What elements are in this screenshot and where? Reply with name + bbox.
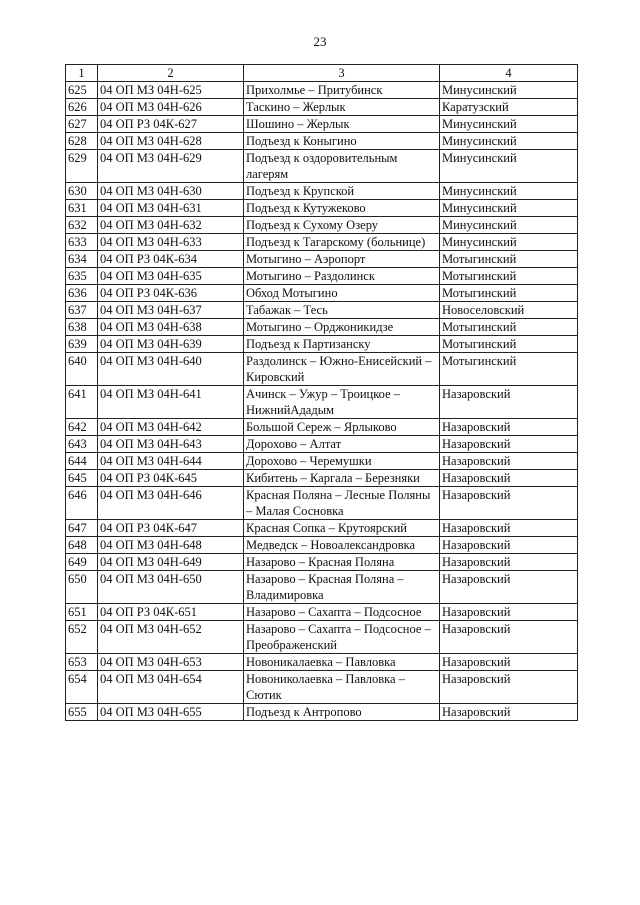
table-row xyxy=(66,133,578,150)
district: Назаровский xyxy=(440,419,578,436)
row-number: 626 xyxy=(66,99,98,116)
header-cell-3: 3 xyxy=(244,65,440,82)
road-name: Кибитень – Каргала – Березняки xyxy=(244,470,440,487)
table-row xyxy=(66,671,578,704)
road-name: Прихолмье – Притубинск xyxy=(244,82,440,99)
table-row xyxy=(66,621,578,654)
road-name: Назарово – Красная Поляна xyxy=(244,554,440,571)
district: Минусинский xyxy=(440,217,578,234)
district: Минусинский xyxy=(440,183,578,200)
district: Минусинский xyxy=(440,200,578,217)
road-id: 04 ОП МЗ 04Н-654 xyxy=(98,671,244,704)
row-number: 628 xyxy=(66,133,98,150)
road-id: 04 ОП РЗ 04К-627 xyxy=(98,116,244,133)
road-id: 04 ОП МЗ 04Н-649 xyxy=(98,554,244,571)
row-number: 641 xyxy=(66,386,98,419)
header-cell-4: 4 xyxy=(440,65,578,82)
road-name: Подъезд к оздоровительным лагерям xyxy=(244,150,440,183)
table-row xyxy=(66,554,578,571)
road-id: 04 ОП МЗ 04Н-638 xyxy=(98,319,244,336)
table-row xyxy=(66,217,578,234)
row-number: 644 xyxy=(66,453,98,470)
row-number: 631 xyxy=(66,200,98,217)
district: Минусинский xyxy=(440,150,578,183)
district: Мотыгинский xyxy=(440,285,578,302)
table-row xyxy=(66,82,578,99)
road-id: 04 ОП МЗ 04Н-653 xyxy=(98,654,244,671)
row-number: 645 xyxy=(66,470,98,487)
district: Назаровский xyxy=(440,537,578,554)
district: Минусинский xyxy=(440,116,578,133)
district: Назаровский xyxy=(440,470,578,487)
road-name: Подъезд к Тагарскому (больнице) xyxy=(244,234,440,251)
table-row xyxy=(66,419,578,436)
road-id: 04 ОП МЗ 04Н-643 xyxy=(98,436,244,453)
row-number: 650 xyxy=(66,571,98,604)
road-name: Подъезд к Антропово xyxy=(244,704,440,721)
row-number: 655 xyxy=(66,704,98,721)
road-id: 04 ОП МЗ 04Н-650 xyxy=(98,571,244,604)
road-name: Мотыгино – Аэропорт xyxy=(244,251,440,268)
table-row xyxy=(66,704,578,721)
row-number: 637 xyxy=(66,302,98,319)
district: Мотыгинский xyxy=(440,251,578,268)
district: Назаровский xyxy=(440,386,578,419)
table-row xyxy=(66,251,578,268)
road-id: 04 ОП МЗ 04Н-625 xyxy=(98,82,244,99)
row-number: 640 xyxy=(66,353,98,386)
road-id: 04 ОП МЗ 04Н-641 xyxy=(98,386,244,419)
row-number: 629 xyxy=(66,150,98,183)
row-number: 653 xyxy=(66,654,98,671)
district: Назаровский xyxy=(440,554,578,571)
road-name: Назарово – Красная Поляна – Владимировка xyxy=(244,571,440,604)
row-number: 654 xyxy=(66,671,98,704)
table-row xyxy=(66,200,578,217)
road-name: Мотыгино – Раздолинск xyxy=(244,268,440,285)
row-number: 639 xyxy=(66,336,98,353)
row-number: 630 xyxy=(66,183,98,200)
row-number: 648 xyxy=(66,537,98,554)
road-name: Раздолинск – Южно-Енисейский – Кировский xyxy=(244,353,440,386)
road-name: Подъезд к Крупской xyxy=(244,183,440,200)
district: Назаровский xyxy=(440,436,578,453)
road-name: Подъезд к Партизанску xyxy=(244,336,440,353)
table-row xyxy=(66,319,578,336)
row-number: 638 xyxy=(66,319,98,336)
road-id: 04 ОП МЗ 04Н-631 xyxy=(98,200,244,217)
table-row xyxy=(66,520,578,537)
district: Назаровский xyxy=(440,571,578,604)
road-id: 04 ОП МЗ 04Н-655 xyxy=(98,704,244,721)
road-id: 04 ОП МЗ 04Н-639 xyxy=(98,336,244,353)
page-number: 23 xyxy=(313,34,327,49)
table-row xyxy=(66,571,578,604)
header-cell-2: 2 xyxy=(98,65,244,82)
row-number: 647 xyxy=(66,520,98,537)
district: Новоселовский xyxy=(440,302,578,319)
district: Назаровский xyxy=(440,453,578,470)
district: Назаровский xyxy=(440,671,578,704)
road-name: Дорохово – Черемушки xyxy=(244,453,440,470)
road-id: 04 ОП РЗ 04К-645 xyxy=(98,470,244,487)
table-row xyxy=(66,268,578,285)
district: Мотыгинский xyxy=(440,319,578,336)
row-number: 652 xyxy=(66,621,98,654)
district: Мотыгинский xyxy=(440,336,578,353)
road-id: 04 ОП МЗ 04Н-652 xyxy=(98,621,244,654)
road-name: Назарово – Сахапта – Подсосное – Преображенский xyxy=(244,621,440,654)
road-id: 04 ОП МЗ 04Н-633 xyxy=(98,234,244,251)
table-row xyxy=(66,453,578,470)
road-name: Ачинск – Ужур – Троицкое – НижнийАдадым xyxy=(244,386,440,419)
road-name: Подъезд к Сухому Озеру xyxy=(244,217,440,234)
row-number: 649 xyxy=(66,554,98,571)
road-id: 04 ОП МЗ 04Н-635 xyxy=(98,268,244,285)
table-row xyxy=(66,116,578,133)
road-id: 04 ОП МЗ 04Н-632 xyxy=(98,217,244,234)
road-name: Дорохово – Алтат xyxy=(244,436,440,453)
row-number: 651 xyxy=(66,604,98,621)
road-name: Медведск – Новоалександровка xyxy=(244,537,440,554)
table-row xyxy=(66,537,578,554)
road-id: 04 ОП МЗ 04Н-642 xyxy=(98,419,244,436)
table-row xyxy=(66,336,578,353)
road-id: 04 ОП МЗ 04Н-640 xyxy=(98,353,244,386)
row-number: 634 xyxy=(66,251,98,268)
table-row xyxy=(66,234,578,251)
row-number: 643 xyxy=(66,436,98,453)
road-name: Новониколаевка – Павловка – Сютик xyxy=(244,671,440,704)
road-id: 04 ОП МЗ 04Н-628 xyxy=(98,133,244,150)
road-id: 04 ОП МЗ 04Н-626 xyxy=(98,99,244,116)
district: Назаровский xyxy=(440,654,578,671)
road-name: Обход Мотыгино xyxy=(244,285,440,302)
district: Мотыгинский xyxy=(440,353,578,386)
table-row xyxy=(66,386,578,419)
row-number: 632 xyxy=(66,217,98,234)
district: Минусинский xyxy=(440,234,578,251)
road-id: 04 ОП МЗ 04Н-648 xyxy=(98,537,244,554)
road-id: 04 ОП МЗ 04Н-629 xyxy=(98,150,244,183)
road-id: 04 ОП МЗ 04Н-637 xyxy=(98,302,244,319)
road-id: 04 ОП МЗ 04Н-630 xyxy=(98,183,244,200)
road-name: Назарово – Сахапта – Подсосное xyxy=(244,604,440,621)
table-row xyxy=(66,183,578,200)
district: Назаровский xyxy=(440,604,578,621)
row-number: 627 xyxy=(66,116,98,133)
table-row xyxy=(66,487,578,520)
road-id: 04 ОП МЗ 04Н-646 xyxy=(98,487,244,520)
table-row xyxy=(66,353,578,386)
road-name: Таскино – Жерлык xyxy=(244,99,440,116)
road-name: Большой Сереж – Ярлыково xyxy=(244,419,440,436)
table-row xyxy=(66,285,578,302)
roads-table xyxy=(65,64,578,721)
road-name: Красная Поляна – Лесные Поляны – Малая Сосновка xyxy=(244,487,440,520)
district: Каратузский xyxy=(440,99,578,116)
road-name: Табажак – Тесь xyxy=(244,302,440,319)
road-id: 04 ОП РЗ 04К-651 xyxy=(98,604,244,621)
road-name: Подъезд к Коныгино xyxy=(244,133,440,150)
table-header-row xyxy=(66,65,578,82)
road-name: Новоникалаевка – Павловка xyxy=(244,654,440,671)
table-row xyxy=(66,654,578,671)
row-number: 635 xyxy=(66,268,98,285)
road-id: 04 ОП РЗ 04К-634 xyxy=(98,251,244,268)
district: Минусинский xyxy=(440,133,578,150)
header-cell-1: 1 xyxy=(66,65,98,82)
district: Назаровский xyxy=(440,520,578,537)
table-row xyxy=(66,150,578,183)
district: Минусинский xyxy=(440,82,578,99)
road-name: Мотыгино – Орджоникидзе xyxy=(244,319,440,336)
table-row xyxy=(66,99,578,116)
row-number: 636 xyxy=(66,285,98,302)
table-row xyxy=(66,604,578,621)
district: Назаровский xyxy=(440,704,578,721)
table-row xyxy=(66,302,578,319)
table-row xyxy=(66,470,578,487)
district: Назаровский xyxy=(440,621,578,654)
table-row xyxy=(66,436,578,453)
row-number: 646 xyxy=(66,487,98,520)
road-id: 04 ОП РЗ 04К-647 xyxy=(98,520,244,537)
district: Назаровский xyxy=(440,487,578,520)
row-number: 625 xyxy=(66,82,98,99)
road-name: Шошино – Жерлык xyxy=(244,116,440,133)
road-name: Подъезд к Кутужеково xyxy=(244,200,440,217)
district: Мотыгинский xyxy=(440,268,578,285)
road-id: 04 ОП МЗ 04Н-644 xyxy=(98,453,244,470)
road-name: Красная Сопка – Крутоярский xyxy=(244,520,440,537)
row-number: 633 xyxy=(66,234,98,251)
row-number: 642 xyxy=(66,419,98,436)
road-id: 04 ОП РЗ 04К-636 xyxy=(98,285,244,302)
